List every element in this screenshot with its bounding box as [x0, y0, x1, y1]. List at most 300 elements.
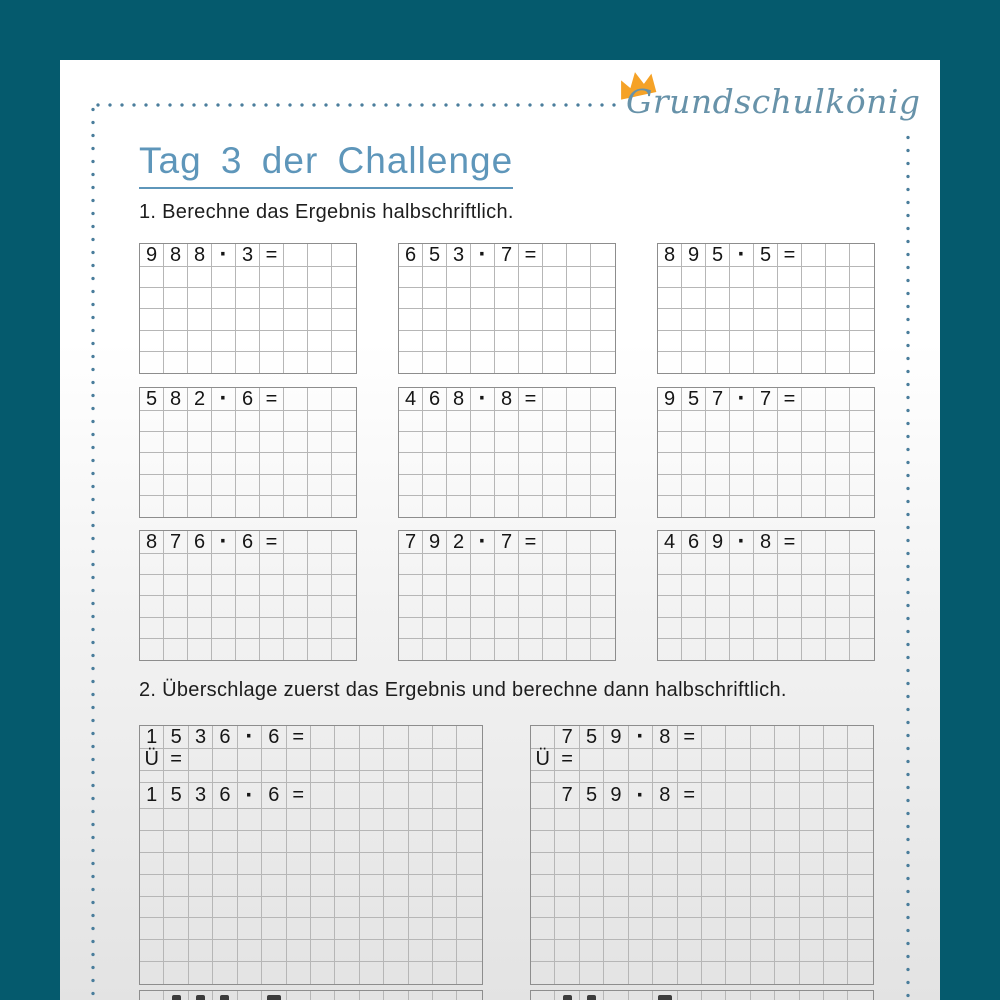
- grid-cell: [629, 749, 653, 771]
- problem-char: 9: [604, 783, 628, 809]
- grid-cell: [188, 352, 212, 373]
- grid-cell: [447, 309, 471, 330]
- problem-char: 8: [754, 531, 778, 554]
- grid-cell: [706, 432, 730, 453]
- grid-cell: [284, 475, 308, 496]
- math-grid: [657, 530, 875, 661]
- grid-cell: [311, 783, 335, 809]
- grid-cell: [399, 267, 423, 288]
- grid-cell: [287, 875, 311, 897]
- grid-cell: [678, 875, 702, 897]
- grid-cell: [238, 918, 262, 940]
- grid-cell: [706, 618, 730, 639]
- grid-cell: [826, 618, 850, 639]
- grid-cell: [332, 331, 356, 352]
- grid-cell: [238, 749, 262, 771]
- grid-cell: [495, 618, 519, 639]
- grid-cell: [824, 809, 848, 831]
- grid-cell: [332, 475, 356, 496]
- grid-cell: [580, 831, 604, 853]
- grid-cell: [260, 331, 284, 352]
- grid-cell: [751, 940, 775, 962]
- grid-cell: [236, 288, 260, 309]
- grid-cell: [260, 432, 284, 453]
- problem-char: 6: [262, 726, 286, 749]
- grid-cell: [236, 267, 260, 288]
- grid-cell: [471, 453, 495, 474]
- problem-char: ·: [471, 244, 495, 267]
- problem-char: =: [678, 783, 702, 809]
- grid-cell: [751, 726, 775, 749]
- grid-cell: [678, 831, 702, 853]
- grid-cell: [800, 918, 824, 940]
- problem-char: ·: [238, 783, 262, 809]
- grid-cell: [591, 639, 615, 660]
- grid-cell: [580, 991, 604, 1000]
- grid-cell: [754, 352, 778, 373]
- grid-cell: [308, 453, 332, 474]
- grid-cell: [360, 726, 384, 749]
- grid-cell: [311, 962, 335, 984]
- grid-cell: [629, 918, 653, 940]
- grid-cell: [567, 531, 591, 554]
- grid-cell: [531, 809, 555, 831]
- problem-char: 3: [189, 783, 213, 809]
- grid-cell: [850, 618, 874, 639]
- grid-cell: [457, 897, 481, 919]
- grid-cell: [360, 897, 384, 919]
- grid-cell: [658, 618, 682, 639]
- grid-cell: [824, 831, 848, 853]
- grid-cell: [730, 554, 754, 575]
- grid-cell: [591, 453, 615, 474]
- grid-cell: [555, 991, 579, 1000]
- grid-cell: [433, 918, 457, 940]
- problem-char: ·: [238, 726, 262, 749]
- grid-cell: [287, 940, 311, 962]
- grid-cell: [140, 940, 164, 962]
- grid-cell: [308, 309, 332, 330]
- grid-cell: [726, 962, 750, 984]
- grid-cell: [447, 331, 471, 352]
- grid-cell: [260, 411, 284, 432]
- grid-cell: [682, 618, 706, 639]
- grid-cell: [284, 453, 308, 474]
- grid-cell: [754, 288, 778, 309]
- grid-cell: [212, 639, 236, 660]
- grid-cell: [399, 288, 423, 309]
- grid-cell: [423, 453, 447, 474]
- grid-cell: [730, 432, 754, 453]
- grid-cell: [824, 991, 848, 1000]
- grid-cell: [495, 288, 519, 309]
- grid-cell: [567, 575, 591, 596]
- grid-cell: [754, 475, 778, 496]
- grid-cell: [423, 639, 447, 660]
- grid-cell: [140, 875, 164, 897]
- grid-cell: [802, 596, 826, 617]
- grid-cell: [682, 453, 706, 474]
- grid-cell: [706, 288, 730, 309]
- grid-cell: [826, 596, 850, 617]
- grid-cell: [335, 749, 359, 771]
- clipped-digit-top: [267, 995, 281, 1000]
- grid-cell: [751, 749, 775, 771]
- grid-cell: [543, 639, 567, 660]
- grid-cell: [706, 352, 730, 373]
- grid-cell: [555, 918, 579, 940]
- grid-cell: [457, 940, 481, 962]
- grid-cell: [567, 267, 591, 288]
- grid-cell: [567, 411, 591, 432]
- grid-cell: [751, 783, 775, 809]
- grid-cell: [188, 267, 212, 288]
- grid-cell: [682, 475, 706, 496]
- problem-char: ·: [730, 244, 754, 267]
- grid-cell: [543, 554, 567, 575]
- grid-cell: [567, 309, 591, 330]
- grid-cell: [802, 575, 826, 596]
- grid-cell: [212, 309, 236, 330]
- problem-char: 8: [653, 783, 677, 809]
- grid-cell: [311, 918, 335, 940]
- grid-cell: [778, 288, 802, 309]
- grid-cell: [730, 596, 754, 617]
- grid-cell: [848, 809, 872, 831]
- grid-cell: [519, 267, 543, 288]
- grid-cell: [212, 575, 236, 596]
- grid-cell: [360, 991, 384, 1000]
- grid-cell: [212, 432, 236, 453]
- problem-char: 4: [399, 388, 423, 411]
- problem-char: ·: [212, 244, 236, 267]
- grid-cell: [308, 411, 332, 432]
- grid-cell: [848, 991, 872, 1000]
- grid-cell: [580, 962, 604, 984]
- grid-cell: [164, 496, 188, 517]
- grid-cell: [457, 771, 481, 783]
- grid-cell: [212, 411, 236, 432]
- grid-cell: [682, 267, 706, 288]
- grid-cell: [238, 897, 262, 919]
- clipped-digit-top: [563, 995, 572, 1000]
- grid-cell: [754, 432, 778, 453]
- grid-cell: [800, 749, 824, 771]
- grid-cell: [164, 940, 188, 962]
- problem-char: ·: [212, 388, 236, 411]
- grid-cell: [658, 352, 682, 373]
- grid-cell: [706, 596, 730, 617]
- grid-cell: [658, 411, 682, 432]
- grid-cell: [332, 554, 356, 575]
- grid-cell: [433, 771, 457, 783]
- grid-cell: [335, 809, 359, 831]
- grid-cell: [308, 388, 332, 411]
- grid-cell: [335, 918, 359, 940]
- grid-cell: [591, 432, 615, 453]
- grid-cell: [188, 411, 212, 432]
- grid-cell: [384, 918, 408, 940]
- grid-cell: [384, 831, 408, 853]
- grid-cell: [555, 831, 579, 853]
- grid-cell: [751, 962, 775, 984]
- grid-cell: [188, 639, 212, 660]
- grid-cell: [730, 411, 754, 432]
- grid-cell: [726, 853, 750, 875]
- grid-cell: [164, 596, 188, 617]
- grid-cell: [751, 875, 775, 897]
- grid-cell: [238, 962, 262, 984]
- grid-cell: [189, 831, 213, 853]
- grid-cell: [433, 897, 457, 919]
- grid-cell: [730, 453, 754, 474]
- grid-cell: [140, 267, 164, 288]
- problem-char: =: [287, 726, 311, 749]
- math-grid: [398, 530, 616, 661]
- problem-char: 8: [447, 388, 471, 411]
- grid-cell: [653, 771, 677, 783]
- problem-char: 2: [188, 388, 212, 411]
- problem-char: ·: [471, 388, 495, 411]
- grid-cell: [604, 918, 628, 940]
- grid-cell: [778, 618, 802, 639]
- problem-char: 8: [164, 244, 188, 267]
- grid-cell: [262, 831, 286, 853]
- grid-cell: [555, 897, 579, 919]
- grid-cell: [543, 309, 567, 330]
- grid-cell: [826, 331, 850, 352]
- grid-cell: [580, 897, 604, 919]
- problem-char: =: [778, 531, 802, 554]
- grid-cell: [824, 875, 848, 897]
- grid-cell: [826, 639, 850, 660]
- grid-cell: [164, 897, 188, 919]
- grid-cell: [604, 991, 628, 1000]
- grid-cell: [471, 496, 495, 517]
- grid-cell: [433, 875, 457, 897]
- brand-logo: Grundschulkönig: [626, 82, 921, 121]
- grid-cell: [751, 853, 775, 875]
- grid-cell: [213, 749, 237, 771]
- grid-cell: [802, 453, 826, 474]
- grid-cell: [471, 267, 495, 288]
- grid-cell: [308, 331, 332, 352]
- grid-cell: [555, 875, 579, 897]
- grid-cell: [164, 771, 188, 783]
- grid-cell: [824, 749, 848, 771]
- grid-cell: [543, 575, 567, 596]
- problem-char: =: [164, 749, 188, 771]
- grid-cell: [188, 453, 212, 474]
- grid-cell: [164, 453, 188, 474]
- grid-cell: [778, 352, 802, 373]
- dotted-border-top: [92, 103, 624, 107]
- grid-cell: [678, 962, 702, 984]
- grid-cell: [730, 618, 754, 639]
- grid-cell: [800, 991, 824, 1000]
- grid-cell: [471, 331, 495, 352]
- problem-char: ·: [730, 531, 754, 554]
- grid-cell: [140, 831, 164, 853]
- grid-cell: [751, 918, 775, 940]
- grid-cell: [213, 771, 237, 783]
- grid-cell: [236, 575, 260, 596]
- grid-cell: [495, 453, 519, 474]
- problem-char: 9: [706, 531, 730, 554]
- grid-cell: [287, 918, 311, 940]
- grid-cell: [495, 575, 519, 596]
- problem-char: 8: [653, 726, 677, 749]
- grid-cell: [140, 432, 164, 453]
- grid-cell: [384, 991, 408, 1000]
- grid-cell: [555, 853, 579, 875]
- grid-cell: [629, 809, 653, 831]
- grid-cell: [580, 809, 604, 831]
- grid-cell: [730, 575, 754, 596]
- grid-cell: [848, 940, 872, 962]
- grid-cell: [284, 331, 308, 352]
- grid-cell: [555, 771, 579, 783]
- grid-cell: [212, 352, 236, 373]
- grid-cell: [212, 618, 236, 639]
- grid-cell: [678, 809, 702, 831]
- grid-cell: [658, 453, 682, 474]
- grid-cell: [580, 940, 604, 962]
- grid-cell: [311, 809, 335, 831]
- grid-cell: [726, 831, 750, 853]
- grid-cell: [447, 267, 471, 288]
- grid-cell: [658, 331, 682, 352]
- grid-cell: [335, 940, 359, 962]
- grid-cell: [332, 309, 356, 330]
- grid-cell: [457, 749, 481, 771]
- grid-cell: [591, 475, 615, 496]
- grid-cell: [164, 309, 188, 330]
- grid-cell: [653, 809, 677, 831]
- problem-char: =: [778, 244, 802, 267]
- grid-cell: [653, 749, 677, 771]
- grid-cell: [682, 554, 706, 575]
- grid-cell: [140, 618, 164, 639]
- problem-char: Ü: [531, 749, 555, 771]
- grid-cell: [308, 288, 332, 309]
- grid-cell: [800, 783, 824, 809]
- grid-cell: [447, 554, 471, 575]
- grid-cell: [284, 432, 308, 453]
- grid-cell: [778, 309, 802, 330]
- grid-cell: [580, 749, 604, 771]
- grid-cell: [800, 897, 824, 919]
- grid-cell: [423, 309, 447, 330]
- grid-cell: [802, 618, 826, 639]
- grid-cell: [360, 918, 384, 940]
- problem-char: 5: [682, 388, 706, 411]
- grid-cell: [284, 267, 308, 288]
- grid-cell: [531, 875, 555, 897]
- grid-cell: [519, 432, 543, 453]
- grid-cell: [384, 853, 408, 875]
- grid-cell: [850, 388, 874, 411]
- grid-cell: [262, 962, 286, 984]
- grid-cell: [308, 352, 332, 373]
- grid-cell: [567, 432, 591, 453]
- grid-cell: [848, 897, 872, 919]
- grid-cell: [726, 918, 750, 940]
- grid-cell: [775, 918, 799, 940]
- grid-cell: [702, 897, 726, 919]
- grid-cell: [778, 496, 802, 517]
- grid-cell: [399, 596, 423, 617]
- math-grid: [139, 387, 357, 518]
- grid-cell: [800, 831, 824, 853]
- grid-cell: [384, 940, 408, 962]
- grid-cell: [262, 749, 286, 771]
- grid-cell: [682, 288, 706, 309]
- grid-cell: [726, 809, 750, 831]
- grid-cell: [213, 962, 237, 984]
- grid-cell: [800, 875, 824, 897]
- problem-char: 7: [754, 388, 778, 411]
- grid-cell: [238, 831, 262, 853]
- grid-cell: [311, 897, 335, 919]
- grid-cell: [360, 940, 384, 962]
- grid-cell: [332, 453, 356, 474]
- math-grid: [139, 725, 483, 985]
- grid-cell: [702, 875, 726, 897]
- problem-char: 5: [164, 783, 188, 809]
- grid-cell: [778, 575, 802, 596]
- grid-cell: [308, 596, 332, 617]
- grid-cell: [495, 475, 519, 496]
- grid-cell: [399, 639, 423, 660]
- grid-cell: [399, 453, 423, 474]
- grid-cell: [653, 831, 677, 853]
- problem-char: 3: [189, 726, 213, 749]
- grid-cell: [284, 496, 308, 517]
- grid-cell: [802, 411, 826, 432]
- problem-char: 1: [140, 726, 164, 749]
- grid-cell: [447, 411, 471, 432]
- problem-char: 6: [682, 531, 706, 554]
- problem-char: 7: [555, 726, 579, 749]
- grid-cell: [653, 962, 677, 984]
- grid-cell: [826, 267, 850, 288]
- grid-cell: [658, 475, 682, 496]
- grid-cell: [775, 809, 799, 831]
- grid-cell: [850, 596, 874, 617]
- grid-cell: [287, 771, 311, 783]
- grid-cell: [433, 991, 457, 1000]
- grid-cell: [543, 388, 567, 411]
- grid-cell: [332, 352, 356, 373]
- problem-char: 7: [495, 244, 519, 267]
- grid-cell: [212, 331, 236, 352]
- grid-cell: [140, 453, 164, 474]
- grid-cell: [706, 453, 730, 474]
- grid-cell: [238, 991, 262, 1000]
- grid-cell: [471, 596, 495, 617]
- problem-char: 5: [423, 244, 447, 267]
- grid-cell: [604, 875, 628, 897]
- grid-cell: [423, 554, 447, 575]
- grid-cell: [850, 411, 874, 432]
- grid-cell: [188, 432, 212, 453]
- grid-cell: [164, 853, 188, 875]
- grid-cell: [212, 453, 236, 474]
- grid-cell: [567, 352, 591, 373]
- grid-cell: [447, 432, 471, 453]
- grid-cell: [164, 991, 188, 1000]
